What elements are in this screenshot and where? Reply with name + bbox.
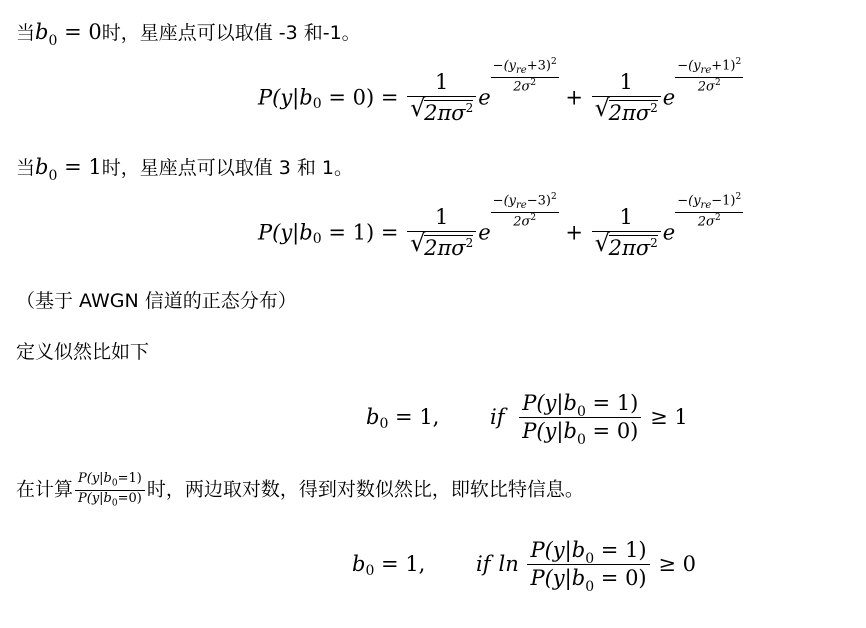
b0-subscript-2: 0 — [48, 168, 58, 184]
eq3-fraction: $\frac{P(y|b_0 = 1)}{P(y|b_0 = 0)}$ — [519, 393, 641, 442]
text-line-5 — [16, 472, 584, 508]
eq4-if: if — [476, 552, 491, 576]
eq1-frac-1 — [407, 72, 476, 124]
eq1-frac-1-den: √ $2\pi\sigma^2$ — [410, 94, 474, 125]
line2-suffix: 时，星座点可以取值 3 和 1。 — [101, 157, 353, 179]
eq4-lhs-sub: 0 — [365, 562, 375, 579]
line1-prefix: 当 — [16, 22, 36, 44]
b0-value: = 0 — [57, 20, 102, 44]
eq2-lhs: P(y|b — [258, 220, 313, 245]
b0-value-2: = 1 — [57, 155, 102, 179]
eq1-lhs: P(y|b — [258, 85, 313, 110]
b0-symbol-2: b — [35, 155, 49, 179]
eq3-relation: ≥ 1 — [650, 405, 688, 429]
text-line-2 — [16, 155, 353, 184]
eq1-exponent-2: $\frac{-(y_{re}+1)^2}{2\sigma^2}$ — [677, 57, 742, 95]
eq4-relation: ≥ 0 — [658, 552, 696, 576]
eq1-e-2: e — [662, 85, 676, 110]
eq3-lhs-sub: 0 — [379, 415, 389, 432]
eq4-fraction: $\frac{P(y|b_0 = 1)}{P(y|b_0 = 0)}$ — [527, 540, 649, 589]
text-line-3: （基于 AWGN 信道的正态分布） — [16, 290, 297, 312]
eq4-assign: = 1, — [374, 552, 426, 576]
eq2-frac-2: 1 √ $2\pi\sigma^2$ — [592, 207, 661, 259]
equation-3 — [366, 391, 688, 448]
eq3-lhs: b — [366, 405, 380, 429]
eq2-exponent-1: $\frac{-(y_{re}-3)^2}{2\sigma^2}$ — [492, 192, 557, 230]
eq4-lhs: b — [352, 552, 366, 576]
eq2-e-2: e — [662, 220, 676, 245]
eq4-ln: ln — [498, 552, 519, 576]
line1-suffix: 时，星座点可以取值 -3 和-1。 — [101, 22, 361, 44]
equation-2 — [258, 192, 743, 260]
eq1-frac-2: 1 √ $2\pi\sigma^2$ — [592, 72, 661, 124]
eq2-lhs-sub: 0 — [312, 231, 322, 247]
line5-prefix: 在计算 — [16, 478, 74, 501]
equation-1 — [258, 57, 743, 125]
eq2-frac-1: 1 √ $2\pi\sigma^2$ — [407, 207, 476, 259]
b0-symbol: b — [35, 20, 49, 44]
eq1-e-1: e — [478, 85, 491, 110]
eq1-lhs-end: = 0) = — [321, 85, 406, 110]
line2-prefix: 当 — [16, 157, 36, 179]
equation-4 — [352, 538, 696, 595]
eq2-plus: + — [565, 220, 583, 245]
eq1-frac-1-num: 1 — [407, 72, 476, 97]
text-line-1 — [16, 20, 361, 49]
eq3-if: if — [490, 405, 505, 429]
line5-inline-fraction: $\frac{P(y|b_0=1)}{P(y|b_0=0)}$ — [75, 472, 145, 508]
eq1-exponent-1: $\frac{-(y_{re}+3)^2}{2\sigma^2}$ — [492, 57, 557, 95]
eq1-lhs-sub: 0 — [312, 96, 322, 112]
eq2-e-1: e — [478, 220, 491, 245]
text-line-4: 定义似然比如下 — [16, 341, 150, 363]
line5-suffix: 时，两边取对数，得到对数似然比，即软比特信息。 — [146, 478, 584, 501]
eq3-assign: = 1, — [388, 405, 440, 429]
eq2-lhs-end: = 1) = — [321, 220, 406, 245]
b0-subscript: 0 — [48, 33, 58, 49]
eq2-exponent-2: $\frac{-(y_{re}-1)^2}{2\sigma^2}$ — [677, 192, 742, 230]
eq1-plus: + — [565, 85, 583, 110]
